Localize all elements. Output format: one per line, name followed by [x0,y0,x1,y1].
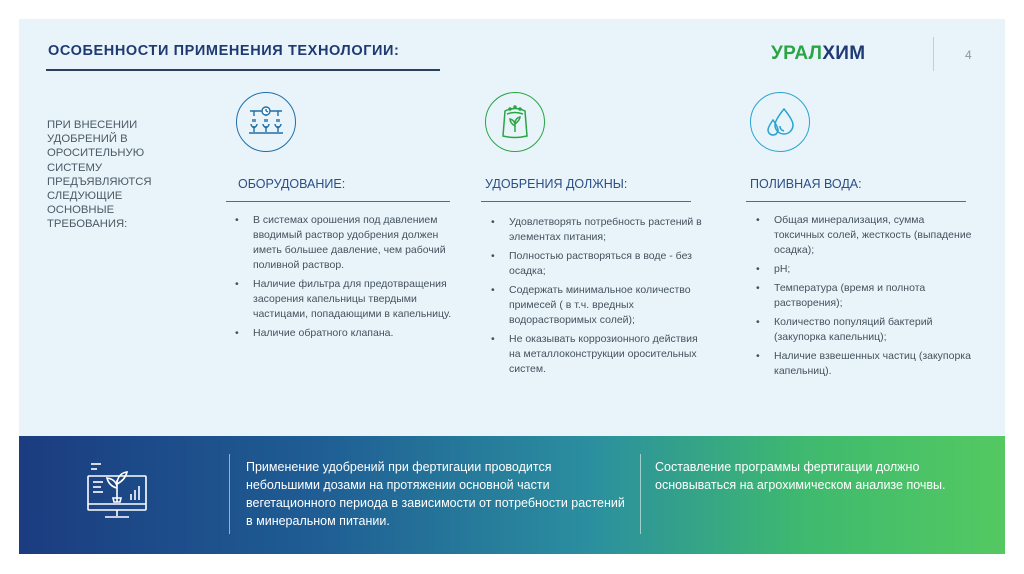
summary-band [19,436,1005,554]
equipment-underline [226,201,450,202]
band-divider [229,454,230,534]
water-underline [746,201,966,202]
fertilizers-underline [481,201,691,202]
list-item-text: В системах орошения под давлением вводимый раствор удобрения должен иметь большее давление, чем рабочий поливной раствор. [253,214,446,271]
fertigation-note: Применение удобрений при фертигации проводится небольшими дозами на протяжении основной части вегетационного периода в зависимости от потребности растений в минеральном питании. [246,460,625,528]
bullet-icon: • [756,350,760,362]
bullet-icon: • [756,263,760,275]
list-item-text: Не оказывать коррозионного действия на металлоконструкции оросительных систем. [509,333,698,375]
page-number: 4 [965,48,972,62]
logo-part-blue: ХИМ [822,43,866,64]
page-number-divider [933,37,934,71]
irrigation-system-icon [236,92,296,152]
list-item [489,249,707,279]
list-item-text: Удовлетворять потребность растений в элементах питания; [509,216,702,243]
page-title: ОСОБЕННОСТИ ПРИМЕНЕНИЯ ТЕХНОЛОГИИ: [48,43,400,59]
bullet-icon: • [491,216,495,228]
bullet-icon: • [491,333,495,345]
bullet-icon: • [235,214,239,226]
water-drops-icon [750,92,810,152]
bullet-icon: • [235,327,239,339]
equipment-heading: ОБОРУДОВАНИЕ: [238,177,346,191]
list-item [489,332,707,377]
bullet-icon: • [756,282,760,294]
list-item [754,315,976,345]
list-item-text: Общая минерализация, сумма токсичных солей, жесткость (выпадение осадка); [774,214,972,256]
list-item [233,213,455,273]
list-item-text: Температура (время и полнота растворения); [774,282,926,309]
equipment-list [233,213,455,345]
list-item-text: Содержать минимальное количество примесей ( в т.ч. вредных водорастворимых солей); [509,284,691,326]
logo-part-green: УРАЛ [771,43,823,64]
fertigation-program-note: Составление программы фертигации должно основываться на агрохимическом анализе почвы. [655,460,946,492]
list-item-text: Количество популяций бактерий (закупорка капельниц); [774,316,933,343]
list-item-text: Наличие фильтра для предотвращения засорения капельницы твердыми частицами, попадающими в капельницу. [253,278,452,320]
list-item [754,349,976,379]
list-item-text: Наличие взвешенных частиц (закупорка капельниц). [774,350,971,377]
list-item [233,326,455,341]
list-item-text: Наличие обратного клапана. [253,327,394,339]
list-item [754,213,976,258]
fertilizers-list [489,215,707,381]
list-item [754,281,976,311]
fertilizer-bag-icon [485,92,545,152]
list-item-text: Полностью растворяться в воде - без осадка; [509,250,693,277]
bullet-icon: • [235,278,239,290]
list-item-text: pH; [774,263,791,275]
list-item [754,262,976,277]
bullet-icon: • [491,284,495,296]
water-list [754,213,976,383]
intro-text: ПРИ ВНЕСЕНИИ УДОБРЕНИЙ В ОРОСИТЕЛЬНУЮ СИСТЕМУ ПРЕДЪЯВЛЯЮТСЯ СЛЕДУЮЩИЕ ОСНОВНЫЕ ТРЕБОВАНИЯ: [47,119,152,231]
fertilizers-heading: УДОБРЕНИЯ ДОЛЖНЫ: [485,177,628,191]
bullet-icon: • [756,316,760,328]
water-heading: ПОЛИВНАЯ ВОДА: [750,177,862,191]
band-divider [640,454,641,534]
title-underline [46,69,440,71]
bullet-icon: • [491,250,495,262]
slide [19,19,1005,554]
company-logo [771,43,865,65]
plant-monitor-icon [85,458,149,524]
bullet-icon: • [756,214,760,226]
list-item [489,215,707,245]
list-item [233,277,455,322]
list-item [489,283,707,328]
